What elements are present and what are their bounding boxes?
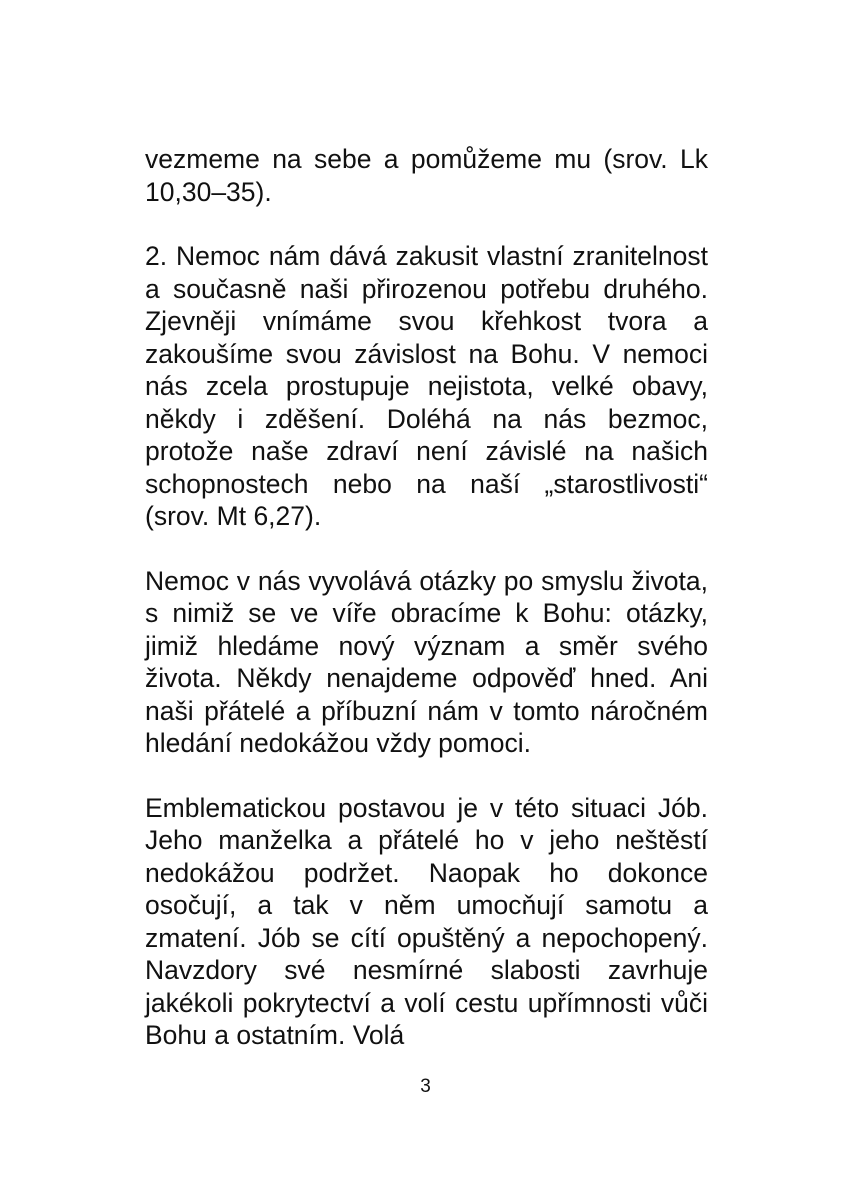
paragraph-3: Nemoc v nás vyvolává otázky po smyslu života, s nimiž se ve víře obracíme k Bohu: otázky, jimiž hledáme nový význam a směr svého života. Někdy nenajdeme odpověď hned. Ani naši přátelé a příbuzní nám v tomto náročném hledání nedokážou vždy pomoci.	[145, 565, 708, 758]
paragraph-2: 2. Nemoc nám dává zakusit vlastní zranitelnost a současně naši přirozenou potřebu druhého. Zjevněji vnímáme svou křehkost tvora a zakoušíme svou závislost na Bohu. V nemoci nás zcela prostupuje nejistota, velké obavy, někdy i zděšení. Doléhá na nás bezmoc, protože naše zdraví není závislé na našich schopnostech nebo na naší „starostlivosti“ (srov. Mt 6,27).	[145, 241, 708, 531]
paragraph-4: Emblematickou postavou je v této situaci Jób. Jeho manželka a přátelé ho v jeho neštěstí nedokážou podržet. Naopak ho dokonce osočují, a tak v něm umocňují samotu a zmatení. Jób se cítí opuštěný a nepochopený. Navzdory své nesmírné slabosti zavrhuje jakékoli pokrytectví a volí cestu upřímnosti vůči Bohu a ostatním. Volá	[145, 792, 708, 1050]
paragraph-1: vezmeme na sebe a pomůžeme mu (srov. Lk 10,30–35).	[145, 144, 708, 207]
body-text	[145, 143, 708, 1052]
page-number: 3	[420, 1076, 431, 1097]
